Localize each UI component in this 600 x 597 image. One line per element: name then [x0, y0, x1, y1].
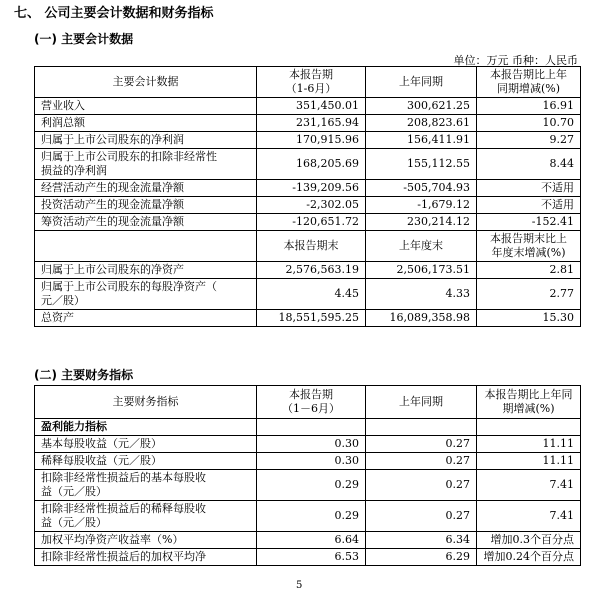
- prior-period-value: 6.29: [366, 549, 477, 566]
- prior-period-value: 0.27: [366, 501, 477, 532]
- table-row: [35, 532, 581, 549]
- table-row: [35, 501, 581, 532]
- header-cell: 本报告期 （1－6月）: [257, 386, 366, 419]
- change-percent: 15.30: [477, 310, 581, 327]
- header-cell: 本报告期比上年同 期增减(%): [477, 386, 581, 419]
- row-label: 投资活动产生的现金流量净额: [35, 197, 257, 214]
- row-label: 归属于上市公司股东的扣除非经常性 损益的净利润: [35, 149, 257, 180]
- prior-period-value: 0.27: [366, 453, 477, 470]
- table-row: [35, 197, 581, 214]
- header-cell: 主要财务指标: [35, 386, 257, 419]
- header-cell: 上年同期: [366, 67, 477, 98]
- group-row: [35, 419, 581, 436]
- header-cell: 上年度末: [366, 231, 477, 262]
- header-cell: 主要会计数据: [35, 67, 257, 98]
- row-label: 归属于上市公司股东的净资产: [35, 262, 257, 279]
- financial-indicators-table: [34, 385, 581, 566]
- change-percent: 不适用: [477, 197, 581, 214]
- table-row: [35, 149, 581, 180]
- group-label: 盈利能力指标: [35, 419, 257, 436]
- current-period-value: 6.53: [257, 549, 366, 566]
- page-number: 5: [296, 580, 303, 591]
- current-period-value: 0.29: [257, 501, 366, 532]
- prior-period-value: 155,112.55: [366, 149, 477, 180]
- prior-period-value: 6.34: [366, 532, 477, 549]
- current-period-value: -2,302.05: [257, 197, 366, 214]
- header-cell: 上年同期: [366, 386, 477, 419]
- current-period-value: 0.29: [257, 470, 366, 501]
- prior-period-value: 208,823.61: [366, 115, 477, 132]
- row-label: 基本每股收益（元／股）: [35, 436, 257, 453]
- current-period-value: 18,551,595.25: [257, 310, 366, 327]
- subsection-title-accounting-data: (一) 主要会计数据: [34, 32, 134, 46]
- change-percent: 7.41: [477, 470, 581, 501]
- table-row: [35, 214, 581, 231]
- current-period-value: 170,915.96: [257, 132, 366, 149]
- header-cell: 本报告期 （1-6月）: [257, 67, 366, 98]
- change-percent: 11.11: [477, 453, 581, 470]
- change-percent: 16.91: [477, 98, 581, 115]
- table-row: [35, 310, 581, 327]
- row-label: 总资产: [35, 310, 257, 327]
- row-label: 营业收入: [35, 98, 257, 115]
- current-period-value: 0.30: [257, 453, 366, 470]
- row-label: 扣除非经常性损益后的加权平均净: [35, 549, 257, 566]
- table-row: [35, 279, 581, 310]
- header-cell: 本报告期比上年 同期增减(%): [477, 67, 581, 98]
- current-period-value: 2,576,563.19: [257, 262, 366, 279]
- prior-period-value: 230,214.12: [366, 214, 477, 231]
- table-row: [35, 132, 581, 149]
- header-cell: [35, 231, 257, 262]
- table-subheader-row: [35, 231, 581, 262]
- current-period-value: -139,209.56: [257, 180, 366, 197]
- header-cell: 本报告期末比上 年度末增减(%): [477, 231, 581, 262]
- row-label: 稀释每股收益（元／股）: [35, 453, 257, 470]
- unit-line: 单位：万元 币种：人民币: [453, 54, 578, 67]
- table-row: [35, 262, 581, 279]
- table-row: [35, 115, 581, 132]
- table-header-row: [35, 67, 581, 98]
- change-percent: 增加0.3个百分点: [477, 532, 581, 549]
- change-percent: 9.27: [477, 132, 581, 149]
- row-label: 利润总额: [35, 115, 257, 132]
- prior-period-value: 156,411.91: [366, 132, 477, 149]
- change-percent: 增加0.24个百分点: [477, 549, 581, 566]
- prior-period-value: 300,621.25: [366, 98, 477, 115]
- header-cell: 本报告期末: [257, 231, 366, 262]
- current-period-value: 4.45: [257, 279, 366, 310]
- current-period-value: 351,450.01: [257, 98, 366, 115]
- change-percent: 11.11: [477, 436, 581, 453]
- current-period-value: 6.64: [257, 532, 366, 549]
- current-period-value: 168,205.69: [257, 149, 366, 180]
- table-row: [35, 453, 581, 470]
- row-label: 扣除非经常性损益后的稀释每股收 益（元／股）: [35, 501, 257, 532]
- table-row: [35, 470, 581, 501]
- row-label: 扣除非经常性损益后的基本每股收 益（元／股）: [35, 470, 257, 501]
- change-percent: 10.70: [477, 115, 581, 132]
- current-period-value: 231,165.94: [257, 115, 366, 132]
- accounting-data-table: [34, 66, 581, 327]
- change-percent: 7.41: [477, 501, 581, 532]
- section-title: 七、 公司主要会计数据和财务指标: [14, 6, 214, 21]
- change-percent: 8.44: [477, 149, 581, 180]
- change-percent: 2.77: [477, 279, 581, 310]
- change-percent: -152.41: [477, 214, 581, 231]
- change-percent: 不适用: [477, 180, 581, 197]
- table-header-row: [35, 386, 581, 419]
- prior-period-value: -505,704.93: [366, 180, 477, 197]
- table-row: [35, 98, 581, 115]
- subsection-title-financial-indicators: (二) 主要财务指标: [34, 368, 134, 382]
- row-label: 加权平均净资产收益率（%）: [35, 532, 257, 549]
- row-label: 归属于上市公司股东的净利润: [35, 132, 257, 149]
- prior-period-value: 4.33: [366, 279, 477, 310]
- change-percent: 2.81: [477, 262, 581, 279]
- empty-cell: [477, 419, 581, 436]
- table-row: [35, 436, 581, 453]
- current-period-value: 0.30: [257, 436, 366, 453]
- prior-period-value: -1,679.12: [366, 197, 477, 214]
- prior-period-value: 2,506,173.51: [366, 262, 477, 279]
- table-row: [35, 549, 581, 566]
- current-period-value: -120,651.72: [257, 214, 366, 231]
- prior-period-value: 0.27: [366, 436, 477, 453]
- empty-cell: [257, 419, 366, 436]
- row-label: 经营活动产生的现金流量净额: [35, 180, 257, 197]
- row-label: 筹资活动产生的现金流量净额: [35, 214, 257, 231]
- table-row: [35, 180, 581, 197]
- prior-period-value: 0.27: [366, 470, 477, 501]
- row-label: 归属于上市公司股东的每股净资产（ 元／股）: [35, 279, 257, 310]
- prior-period-value: 16,089,358.98: [366, 310, 477, 327]
- empty-cell: [366, 419, 477, 436]
